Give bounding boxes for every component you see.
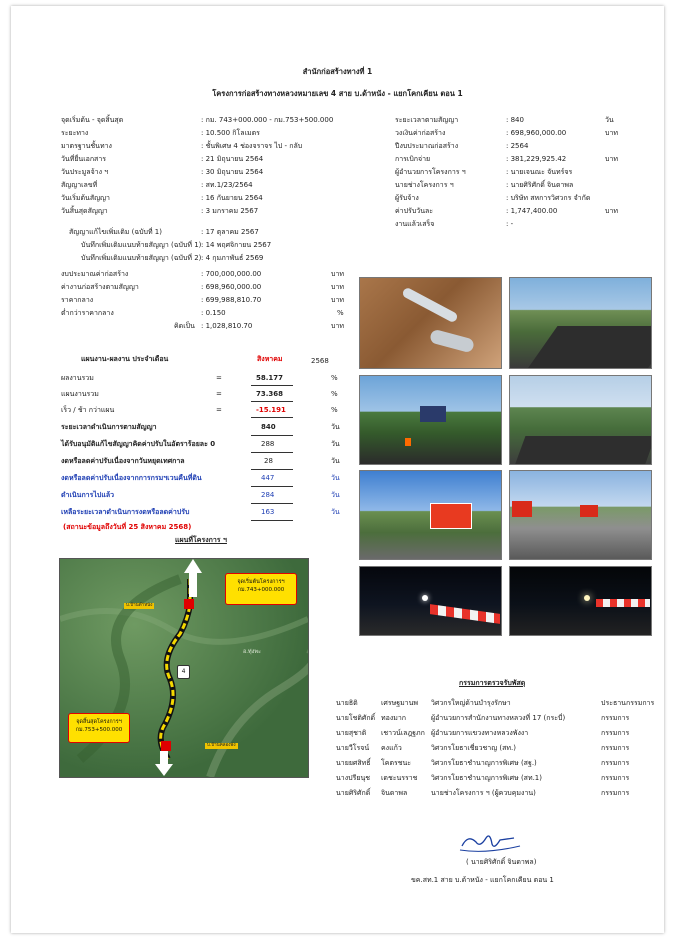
member-role: กรรมการ — [601, 729, 630, 737]
member-name: นายธิติ — [336, 699, 358, 707]
budget-values — [201, 270, 261, 318]
info-label: นายช่างโครงการ ฯ — [395, 181, 454, 189]
member-name: นายยศสิทธิ์ — [336, 759, 371, 767]
duration-label: ระยะเวลาดำเนินการตามสัญญา — [61, 423, 157, 431]
budget-unit: % — [337, 309, 344, 317]
member-role: กรรมการ — [601, 744, 630, 752]
member-surname: คงแก้ว — [381, 744, 402, 752]
duration-unit: วัน — [331, 457, 340, 465]
progress-row-actual — [61, 374, 94, 383]
member-position: วิศวกรใหญ่ด้านบำรุงรักษา — [431, 699, 511, 707]
info-unit — [605, 194, 618, 203]
end-callout — [68, 713, 130, 743]
committee-positions — [431, 699, 565, 798]
village-label-south: บ.บ้านคลองพัง — [207, 743, 236, 748]
member-surname: เศรษฐมานพ — [381, 699, 419, 707]
diff-value: : 1,028,810.70 — [201, 322, 253, 330]
info-value: : ชั้นพิเศษ 4 ช่องจราจร ไป - กลับ — [201, 142, 303, 150]
info-unit: บาท — [605, 129, 618, 137]
info-unit — [605, 168, 618, 177]
end-marker-icon — [161, 741, 171, 751]
info-value: : นายศิริศักดิ์ จินดาพล — [506, 181, 574, 189]
member-role: กรรมการ — [601, 774, 630, 782]
info-right-labels — [395, 116, 466, 229]
info-unit: บาท — [605, 155, 618, 163]
member-position: วิศวกรโยธาชำนาญการพิเศษ (สฐ.) — [431, 759, 537, 767]
duration-unit: วัน — [331, 491, 340, 499]
duration-unit: วัน — [331, 474, 340, 482]
member-surname: โคตรชนะ — [381, 759, 412, 767]
amendment-labels — [69, 228, 201, 263]
info-value: : 3 มกราคม 2567 — [201, 207, 259, 215]
duration-underline — [251, 469, 293, 470]
budget-value: : 700,000,000.00 — [201, 270, 262, 278]
map-title: แผนที่โครงการ ฯ — [175, 536, 227, 544]
info-label: ผู้รับจ้าง — [395, 194, 419, 202]
duration-label: ดำเนินการไปแล้ว — [61, 491, 115, 499]
progress-label: เร็ว / ช้า กว่าแผน — [61, 406, 115, 414]
info-left-labels — [61, 116, 123, 216]
photo-detour-signs — [509, 470, 652, 560]
info-label: ระยะทาง — [61, 129, 89, 137]
member-name: นายสุชาติ — [336, 729, 367, 737]
project-title: โครงการก่อสร้างทางหลวงหมายเลข 4 สาย บ.ด้าหนัง - แยกโคกเคียน ตอน 1 — [212, 89, 463, 98]
north-arrow-icon — [184, 559, 202, 573]
duration-value: 840 — [261, 423, 276, 431]
duration-underline — [251, 503, 293, 504]
end-callout-km: กม.753+500.000 — [75, 727, 123, 733]
signer-position: ขค.สท.1 สาย บ.ด้าหนัง - แยกโคกเคียน ตอน 1 — [411, 876, 554, 884]
info-label: ปีงบประมาณก่อสร้าง — [395, 142, 459, 150]
duration-unit: วัน — [331, 508, 340, 516]
route-shield-icon: 4 — [177, 665, 190, 679]
duration-label: เหลือระยะเวลาดำเนินการงดหรือลดค่าปรับ — [61, 508, 190, 516]
progress-label: แผนงานรวม — [61, 390, 99, 398]
committee-title: กรรมการตรวจรับพัสดุ — [459, 679, 526, 687]
info-label: การเบิกจ่าย — [395, 155, 431, 163]
amendment-values — [201, 228, 271, 263]
member-name: นางปรียนุช — [336, 774, 370, 782]
info-unit: วัน — [605, 116, 614, 124]
duration-underline — [251, 486, 293, 487]
photo-night-road — [509, 566, 652, 636]
duration-unit: วัน — [331, 423, 340, 431]
progress-month: สิงหาคม — [257, 355, 283, 363]
member-position: ผู้อำนวยการแขวงทางหลวงพังงา — [431, 729, 529, 737]
member-role: กรรมการ — [601, 759, 630, 767]
info-value: : 698,960,000.00 — [506, 129, 567, 137]
committee-surnames — [381, 699, 425, 798]
end-callout-label: จุดสิ้นสุดโครงการฯ — [76, 719, 122, 725]
budget-label: งบประมาณค่าก่อสร้าง — [61, 270, 129, 278]
duration-value: 163 — [261, 508, 275, 516]
info-value: : 16 กันยายน 2564 — [201, 194, 263, 202]
status-note: (สถานะข้อมูลถึงวันที่ 25 สิงหาคม 2568) — [63, 523, 192, 531]
budget-labels — [61, 270, 139, 318]
member-role: ประธานกรรมการ — [601, 699, 655, 707]
amendment-value: : 17 ตุลาคม 2567 — [201, 228, 259, 236]
progress-value: 58.177 — [256, 374, 284, 382]
info-value: : บริษัท สหการวิศวกร จำกัด — [506, 194, 591, 202]
photo-night-barrier — [359, 566, 502, 636]
village-label-north: บ.บ้านดำหนัง — [126, 603, 153, 608]
south-arrow-icon — [155, 764, 173, 776]
area-label: อ.ทุ่งพะ — [243, 649, 261, 655]
progress-underline — [251, 401, 293, 402]
start-callout-label: จุดเริ่มต้นโครงการฯ — [237, 579, 285, 585]
member-surname: จินดาพล — [381, 789, 408, 797]
member-position: วิศวกรโยธาเชี่ยวชาญ (สท.) — [431, 744, 516, 752]
progress-underline — [251, 385, 293, 386]
progress-eq: = — [216, 390, 222, 398]
duration-value: 447 — [261, 474, 275, 482]
committee-names — [336, 699, 375, 798]
info-value: : สท.1/23/2564 — [201, 181, 253, 189]
info-value: : - — [506, 220, 514, 228]
progress-label: ผลงานรวม — [61, 374, 94, 382]
member-name: นายศิริศักดิ์ — [336, 789, 371, 797]
info-value: : 1,747,400.00 — [506, 207, 558, 215]
progress-unit: % — [331, 390, 338, 398]
info-value: : 30 มิถุนายน 2564 — [201, 168, 264, 176]
info-label: ค่าปรับวันละ — [395, 207, 434, 215]
info-value: : 381,229,925.42 — [506, 155, 567, 163]
progress-unit: % — [331, 374, 338, 382]
info-unit — [605, 142, 618, 151]
info-label: มาตรฐานชั้นทาง — [61, 142, 112, 150]
info-left-values — [201, 116, 333, 216]
photo-new-road — [509, 277, 652, 369]
budget-label: ค่างานก่อสร้างตามสัญญา — [61, 283, 139, 291]
budget-units — [331, 270, 344, 318]
signature-image — [456, 828, 526, 856]
start-callout — [225, 573, 297, 605]
progress-eq: = — [216, 406, 222, 414]
duration-unit: วัน — [331, 440, 340, 448]
member-surname: เชาวน์เลฎฐภก — [381, 729, 425, 737]
amendment-value: : 14 พฤศจิกายน 2567 — [201, 241, 272, 249]
signer-name: ( นายศิริศักดิ์ จินดาพล) — [466, 858, 537, 866]
member-name: นายวีโรจน์ — [336, 744, 370, 752]
project-map — [59, 558, 309, 778]
amendment-label: สัญญาแก้ไขเพิ่มเติม (ฉบับที่ 1) — [69, 228, 162, 236]
duration-value: 284 — [261, 491, 275, 499]
progress-value: 73.368 — [256, 390, 284, 398]
member-name: นายโชติศักดิ์ — [336, 714, 376, 722]
start-callout-km: กม.743+000.000 — [237, 587, 285, 593]
info-value: : 840 — [506, 116, 524, 124]
info-label: ผู้อำนวยการโครงการ ฯ — [395, 168, 466, 176]
photo-pipe-laying — [359, 277, 502, 369]
office-title: สำนักก่อสร้างทางที่ 1 — [302, 67, 373, 76]
member-surname: เดชะนรราช — [381, 774, 418, 782]
duration-value: 28 — [264, 457, 273, 465]
duration-underline — [251, 452, 293, 453]
info-label: ระยะเวลาตามสัญญา — [395, 116, 459, 124]
progress-eq: = — [216, 374, 222, 382]
north-arrow-shaft — [189, 573, 197, 597]
budget-value: : 698,960,000.00 — [201, 283, 262, 291]
info-label: วันสิ้นสุดสัญญา — [61, 207, 108, 215]
info-unit — [605, 181, 618, 190]
info-unit: บาท — [605, 207, 618, 215]
info-label: วันเริ่มต้นสัญญา — [61, 194, 110, 202]
photo-road-curve — [509, 375, 652, 465]
info-value: : กม. 743+000.000 - กม.753+500.000 — [201, 116, 334, 124]
member-position: ผู้อำนวยการสำนักงานทางหลวงที่ 17 (กระบี่) — [431, 714, 566, 722]
member-position: วิศวกรโยธาชำนาญการพิเศษ (สท.1) — [431, 774, 542, 782]
progress-unit: % — [331, 406, 338, 414]
committee-roles — [601, 699, 654, 798]
info-label: สัญญาเลขที่ — [61, 181, 98, 189]
budget-value: : 0.150 — [201, 309, 226, 317]
info-right-units — [605, 116, 618, 216]
member-position: นายช่างโครงการ ฯ (ผู้ควบคุมงาน) — [431, 789, 536, 797]
info-value: : 2564 — [506, 142, 529, 150]
start-marker-icon — [184, 599, 194, 609]
budget-label: ราคากลาง — [61, 296, 94, 304]
progress-underline — [251, 417, 293, 418]
info-label: จุดเริ่มต้น - จุดสิ้นสุด — [61, 116, 124, 124]
south-arrow-shaft — [160, 751, 168, 765]
progress-year: 2568 — [311, 357, 329, 365]
info-label: วงเงินค่าก่อสร้าง — [395, 129, 446, 137]
budget-unit: บาท — [331, 283, 344, 291]
amendment-label: บันทึกเพิ่มเติมแนบท้ายสัญญา (ฉบับที่ 2) — [81, 254, 202, 262]
budget-unit: บาท — [331, 270, 344, 278]
info-value: : 10.500 กิโลเมตร — [201, 129, 260, 137]
budget-value: : 699,988,810.70 — [201, 296, 262, 304]
duration-label: ได้รับอนุมัติแก้ไขสัญญาคิดค่าปรับในอัตราร้อยละ 0 — [61, 440, 216, 448]
budget-unit: บาท — [331, 296, 344, 304]
info-value: : นายเจนณะ จันทร์จร — [506, 168, 573, 176]
photo-roadside — [359, 470, 502, 560]
duration-label: งดหรือลดค่าปรับเนื่องจากการกรมฯเวนคืนที่ดิน — [61, 474, 202, 482]
info-label: งานแล้วเสร็จ — [395, 220, 435, 228]
info-label: วันประมูลจ้าง ฯ — [61, 168, 109, 176]
member-role: กรรมการ — [601, 714, 630, 722]
info-label: วันที่ยื่นเอกสาร — [61, 155, 107, 163]
info-right-values — [506, 116, 590, 229]
diff-unit: บาท — [331, 322, 344, 330]
duration-label: งดหรือลดค่าปรับเนื่องจากวันหยุดเทศกาล — [61, 457, 185, 465]
budget-label: ต่ำกว่าราคากลาง — [61, 309, 114, 317]
duration-underline — [251, 435, 293, 436]
progress-title: แผนงาน-ผลงาน ประจำเดือน — [81, 355, 169, 363]
photo-paving — [359, 375, 502, 465]
info-value: : 21 มิถุนายน 2564 — [201, 155, 264, 163]
member-surname: ทองมาก — [381, 714, 407, 722]
progress-value-behind: -15.191 — [256, 406, 286, 414]
duration-underline — [251, 520, 293, 521]
duration-value: 288 — [261, 440, 275, 448]
amendment-label: บันทึกเพิ่มเติมแนบท้ายสัญญา (ฉบับที่ 1) — [81, 241, 202, 249]
diff-label: คิดเป็น — [174, 322, 195, 330]
member-role: กรรมการ — [601, 789, 630, 797]
amendment-value: : 4 กุมภาพันธ์ 2569 — [201, 254, 264, 262]
document-page — [11, 6, 664, 933]
